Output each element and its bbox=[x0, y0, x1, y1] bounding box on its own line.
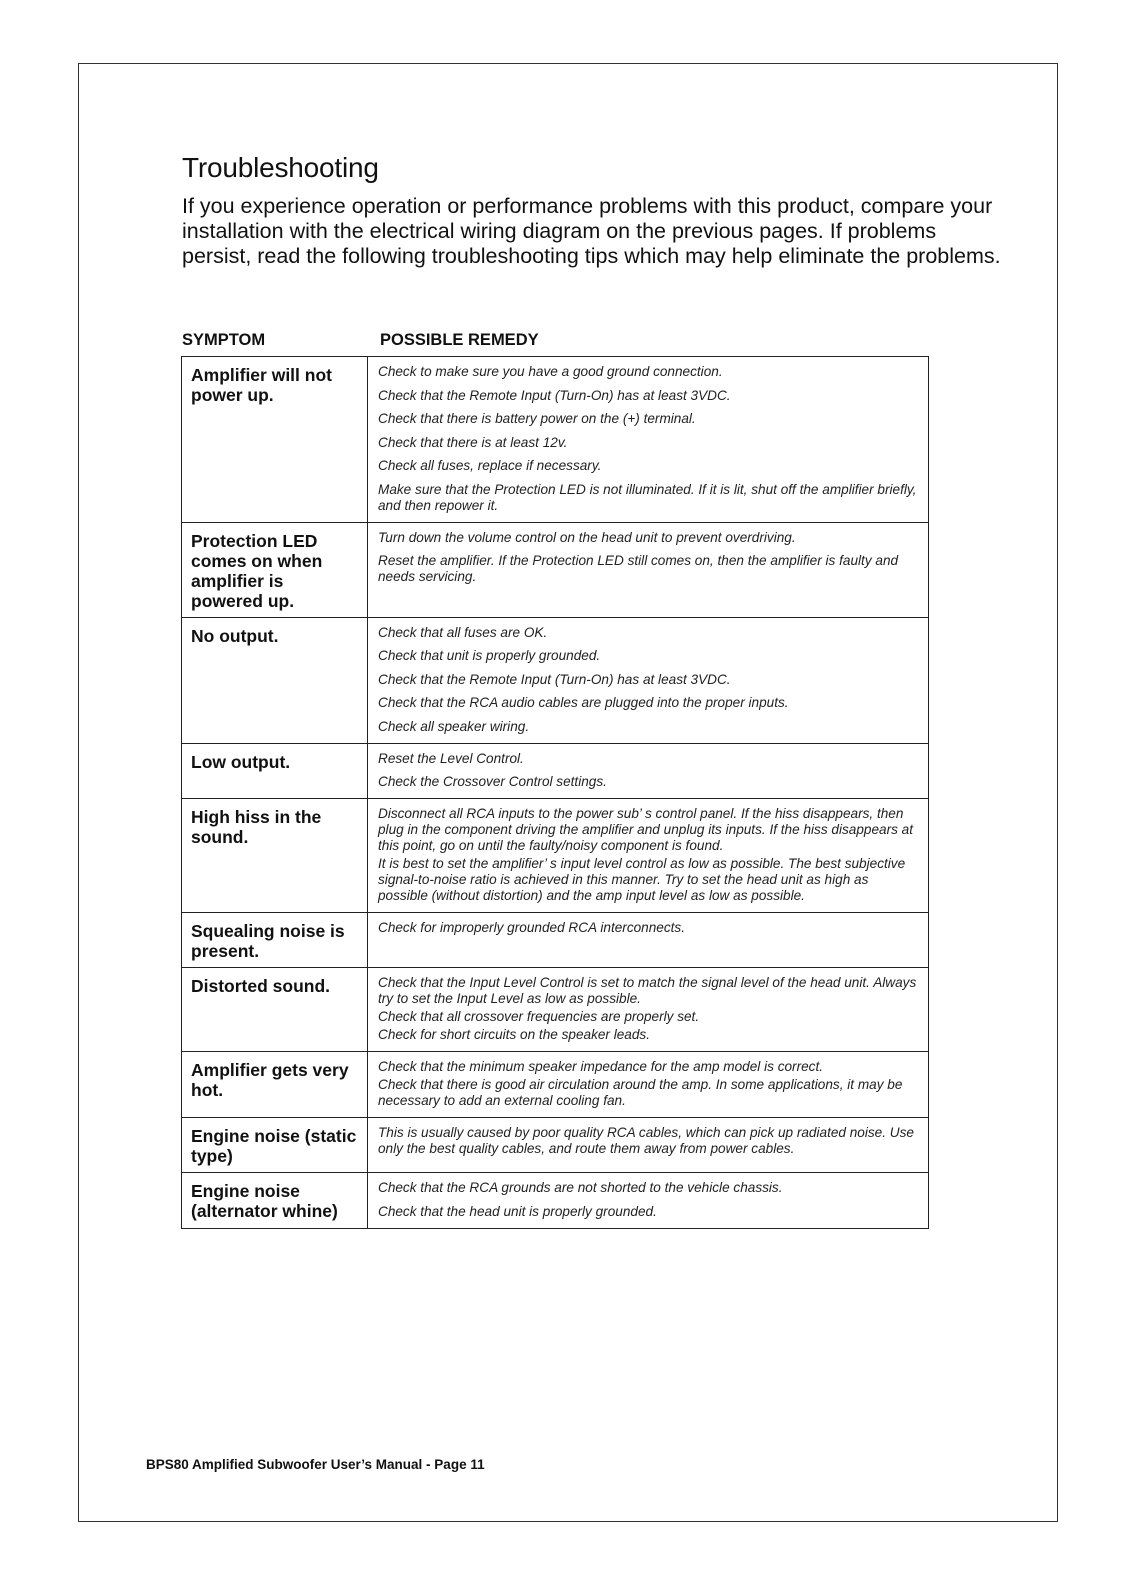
troubleshooting-table-body bbox=[182, 357, 929, 1229]
troubleshooting-table bbox=[181, 356, 929, 1229]
remedy-line: Check all speaker wiring. bbox=[378, 718, 530, 734]
remedy-cell bbox=[368, 913, 929, 968]
table-row bbox=[182, 1052, 929, 1118]
symptom-cell: Protection LED comes on when amplifier is powered up. bbox=[182, 522, 368, 617]
remedy-line: Check that there is good air circulation around the amp. In some applications, it may be necessary to add an external cooling fan. bbox=[378, 1077, 903, 1108]
remedy-line: Check for short circuits on the speaker leads. bbox=[378, 1027, 651, 1042]
table-row bbox=[182, 743, 929, 799]
remedy-cell bbox=[368, 1118, 929, 1173]
remedy-cell bbox=[368, 1052, 929, 1118]
table-row bbox=[182, 968, 929, 1052]
remedy-line: Disconnect all RCA inputs to the power sub’ s control panel. If the hiss disappears, then plug in the component driving the amplifier and unplug its inputs. If the hiss disappears at this point, go on until the faulty/noisy component is found. bbox=[378, 806, 914, 853]
remedy-cell bbox=[368, 799, 929, 913]
table-row bbox=[182, 1118, 929, 1173]
table-row bbox=[182, 913, 929, 968]
symptom-cell: Amplifier will not power up. bbox=[182, 357, 368, 523]
remedy-line: Check that the Remote Input (Turn-On) has at least 3VDC. bbox=[378, 671, 731, 687]
remedy-cell bbox=[368, 968, 929, 1052]
remedy-line: Reset the amplifier. If the Protection LED still comes on, then the amplifier is faulty and needs servicing. bbox=[378, 553, 899, 584]
symptom-cell: No output. bbox=[182, 617, 368, 743]
remedy-line: Check that unit is properly grounded. bbox=[378, 648, 601, 663]
intro-paragraph: If you experience operation or performance problems with this product, compare your installation with the electrical wiring diagram on the previous pages. If problems persist, read the following troubleshooting tips which may help eliminate the problems. bbox=[182, 194, 1001, 268]
remedy-line: Check to make sure you have a good ground connection. bbox=[378, 364, 723, 379]
remedy-cell bbox=[368, 522, 929, 617]
symptom-cell: High hiss in the sound. bbox=[182, 799, 368, 913]
remedy-cell bbox=[368, 743, 929, 799]
remedy-column-header: POSSIBLE REMEDY bbox=[380, 331, 539, 349]
table-row bbox=[182, 522, 929, 617]
remedy-cell bbox=[368, 617, 929, 743]
remedy-cell bbox=[368, 1173, 929, 1229]
page-title: Troubleshooting bbox=[182, 152, 379, 183]
symptom-cell: Engine noise (static type) bbox=[182, 1118, 368, 1173]
symptom-cell: Amplifier gets very hot. bbox=[182, 1052, 368, 1118]
remedy-line: Reset the Level Control. bbox=[378, 750, 524, 766]
remedy-line: Check that there is at least 12v. bbox=[378, 434, 568, 450]
remedy-line: Check that all crossover frequencies are properly set. bbox=[378, 1009, 700, 1024]
symptom-column-header: SYMPTOM bbox=[182, 331, 266, 349]
remedy-line: Check for improperly grounded RCA interconnects. bbox=[378, 920, 686, 935]
remedy-line: Check that the RCA audio cables are plugged into the proper inputs. bbox=[378, 695, 789, 710]
table-row bbox=[182, 357, 929, 523]
page-footer: BPS80 Amplified Subwoofer User’s Manual - Page 11 bbox=[146, 1457, 485, 1472]
remedy-line: It is best to set the amplifier’ s input level control as low as possible. The best subjective signal-to-noise ratio is achieved in this manner. Try to set the head unit as high as possible (without distortion) and the amp input level as low as possible. bbox=[378, 856, 906, 903]
symptom-cell: Distorted sound. bbox=[182, 968, 368, 1052]
remedy-line: Check that the Input Level Control is set to match the signal level of the head unit. Always try to set the Input Level as low as possible. bbox=[378, 975, 917, 1006]
remedy-line: Check the Crossover Control settings. bbox=[378, 774, 607, 789]
remedy-line: Check that the head unit is properly grounded. bbox=[378, 1203, 657, 1219]
symptom-cell: Engine noise (alternator whine) bbox=[182, 1173, 368, 1229]
remedy-line: Turn down the volume control on the head unit to prevent overdriving. bbox=[378, 529, 796, 545]
remedy-line: This is usually caused by poor quality RCA cables, which can pick up radiated noise. Use only the best quality cables, and route them away from power cables. bbox=[378, 1125, 914, 1156]
symptom-cell: Squealing noise is present. bbox=[182, 913, 368, 968]
symptom-cell: Low output. bbox=[182, 743, 368, 799]
remedy-line: Check that the RCA grounds are not shorted to the vehicle chassis. bbox=[378, 1180, 783, 1195]
table-row bbox=[182, 617, 929, 743]
remedy-line: Check that the minimum speaker impedance for the amp model is correct. bbox=[378, 1059, 824, 1074]
remedy-cell bbox=[368, 357, 929, 523]
remedy-line: Check that all fuses are OK. bbox=[378, 624, 548, 640]
remedy-line: Make sure that the Protection LED is not illuminated. If it is lit, shut off the amplifier briefly, and then repower it. bbox=[378, 481, 917, 513]
remedy-line: Check that there is battery power on the (+) terminal. bbox=[378, 411, 696, 426]
table-row bbox=[182, 1173, 929, 1229]
table-row bbox=[182, 799, 929, 913]
remedy-line: Check all fuses, replace if necessary. bbox=[378, 458, 602, 473]
remedy-line: Check that the Remote Input (Turn-On) has at least 3VDC. bbox=[378, 387, 731, 403]
